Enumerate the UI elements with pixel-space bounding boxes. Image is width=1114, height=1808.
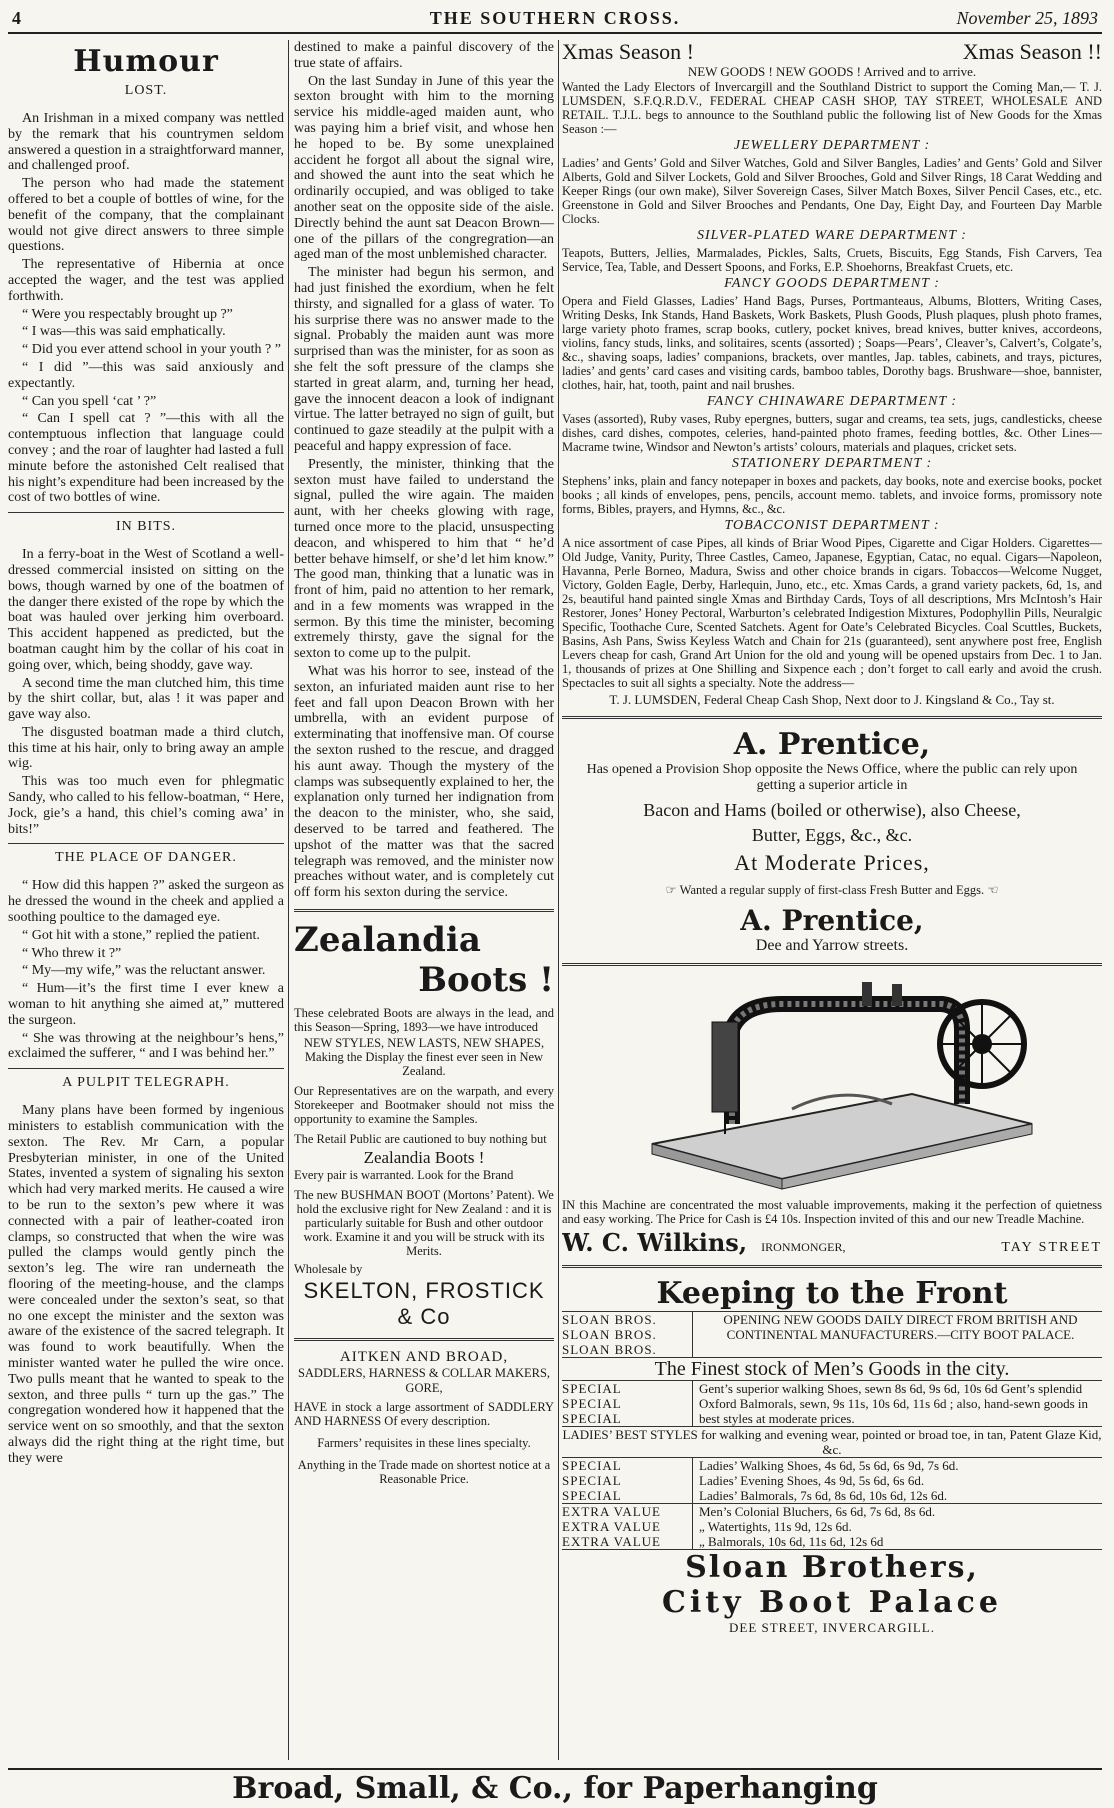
ad-text: The Retail Public are cautioned to buy nothing but bbox=[294, 1132, 547, 1147]
zealandia-title: Zealandia bbox=[294, 920, 481, 961]
prentice-goods-line: Bacon and Hams (boiled or otherwise), also Cheese, bbox=[643, 800, 1021, 820]
row-label: SPECIAL bbox=[562, 1381, 622, 1396]
sloan-opening-row bbox=[562, 1311, 1102, 1357]
sloan-brothers-title: Sloan Brothers, bbox=[562, 1549, 1102, 1585]
prentice-address: Dee and Yarrow streets. bbox=[755, 937, 909, 954]
prentice-name-footer: A. Prentice, bbox=[740, 904, 924, 937]
ad-text: Wholesale by bbox=[294, 1262, 363, 1277]
paragraph: “ Can I spell cat ? ”—this with all the contemptuous inflection that language could convey ; and the roar of laughter had lasted a full minute before the astonished Celt realised that his night’s expenditure had been increased by the cost of two bottles of wine. bbox=[8, 411, 284, 506]
issue-date: November 25, 1893 bbox=[956, 8, 1098, 28]
ad-text: The new BUSHMAN BOOT (Mortons’ Patent). We hold the exclusive right for New Zealand : and it is particularly suitable for Bush and other outdoor work. Examine it and you will be struck with its Merits. bbox=[294, 1188, 554, 1259]
row-label: SLOAN BROS. bbox=[562, 1312, 657, 1327]
dept-heading: TOBACCONIST DEPARTMENT : bbox=[724, 518, 940, 533]
ad-text: NEW STYLES, NEW LASTS, NEW SHAPES, Making the Display the finest ever seen in New Zealand. bbox=[303, 1036, 545, 1079]
ladies-best-styles: LADIES’ BEST STYLES for walking and evening wear, pointed or broad toe, in tan, Patent Glaze Kid, &c. bbox=[562, 1427, 1102, 1457]
divider bbox=[562, 716, 1102, 719]
dept-heading: SILVER-PLATED WARE DEPARTMENT : bbox=[697, 228, 967, 243]
row-label: SPECIAL bbox=[562, 1473, 622, 1488]
paragraph: The minister had begun his sermon, and had just finished the exordium, when he felt thirsty, and signalled for a glass of water. To his surprise there was no answer made to the signal. Probably the maiden aunt was more surprised than was the minister, for as soon as she felt the soft pressure of the clamps she started in great alarm, and, turning her head, gave the innocent deacon a look of indignant virtue. The latter betrayed no sign of guilt, but continued to gaze steadily at the pulpit with a peaceful and happy expression of face. bbox=[294, 265, 554, 454]
row-label: EXTRA VALUE bbox=[562, 1504, 661, 1519]
prentice-wanted bbox=[562, 882, 1102, 898]
dept-heading: FANCY GOODS DEPARTMENT : bbox=[724, 276, 940, 291]
dept-text: Stephens’ inks, plain and fancy notepaper in boxes and packets, day books, note and exercise books, pocket books ; all kinds of envelopes, pens, pencils, account memo. tablets, and invoice forms, promissory note forms, Bibles, prayers, and Hymns, &c., &c. bbox=[562, 474, 1102, 516]
ad-text: HAVE in stock a large assortment of SADDLERY AND HARNESS Of every description. bbox=[294, 1400, 554, 1429]
xmas-header bbox=[562, 40, 1102, 64]
dept-text: Opera and Field Glasses, Ladies’ Hand Bags, Purses, Portmanteaus, Albums, Blotters, Writing Cases, Writing Desks, Ink Stands, Hand Baskets, Work Baskets, Plush Goods, Plush plaques, plush photo frames, large variety photo frames, scrap books, cutlery, pocket knives, bread knives, butter knives, accordeons, violins, fancy studs, links, and solitaires, scents (assorted) ; Soaps—Pears’, Cleaver’s, Calvert’s, Colgate’s, &c., shaving soaps, ladies’ companions, brackets, over mantles, Jap. tables, cabinets, and trays, pictures, ladies’ and gents’ card cases and visiting cards, bamboo tables, Dorothy bags. Brushware—shoe, bannister, clothes, hair, hat, tooth, paint and nail brushes. bbox=[562, 294, 1102, 392]
in-bits-heading: IN BITS. bbox=[115, 519, 177, 535]
row-label: EXTRA VALUE bbox=[562, 1534, 661, 1549]
place-of-danger-story bbox=[8, 878, 284, 1062]
paragraph: “ My—my wife,” was the reluctant answer. bbox=[22, 963, 266, 979]
row-text: Ladies’ Evening Shoes, 4s 9d, 5s 6d, 6s 6d. bbox=[699, 1473, 925, 1488]
new-goods: NEW GOODS ! NEW GOODS ! Arrived and to arrive. bbox=[687, 64, 977, 79]
paragraph: “ How did this happen ?” asked the surgeon as he dressed the wound in the cheek and applied a soothing poultice to the damaged eye. bbox=[8, 878, 284, 926]
machine-description: IN this Machine are concentrated the most valuable improvements, making it the perfection of quietness and easy working. The Price for Cash is £4 10s. Inspection invited of this and our new Treadle Machine. bbox=[562, 1198, 1102, 1226]
divider bbox=[562, 963, 1102, 966]
sloan-left bbox=[562, 1312, 692, 1357]
paragraph: “ I did ”—this was said anxiously and expectantly. bbox=[8, 359, 284, 391]
row-label: SPECIAL bbox=[562, 1411, 622, 1426]
sloan-bros-ad bbox=[562, 1276, 1102, 1636]
prentice-ad bbox=[562, 727, 1102, 955]
row-label: SLOAN BROS. bbox=[562, 1342, 657, 1357]
lost-heading: LOST. bbox=[124, 83, 168, 98]
wilkins-trade: IRONMONGER, bbox=[761, 1240, 846, 1254]
row-text: Ladies’ Balmorals, 7s 6d, 8s 6d, 10s 6d, 12s 6d. bbox=[699, 1488, 948, 1503]
ad-text: Every pair is warranted. Look for the Brand bbox=[294, 1168, 514, 1183]
xmas-season-left: Xmas Season ! bbox=[562, 40, 694, 64]
footer-banner: Broad, Small, & Co., for Paperhanging bbox=[8, 1768, 1102, 1806]
column-rule bbox=[288, 40, 289, 1760]
place-of-danger-heading: THE PLACE OF DANGER. bbox=[55, 850, 237, 866]
xmas-season-right: Xmas Season !! bbox=[962, 40, 1102, 64]
row-label: SPECIAL bbox=[562, 1488, 622, 1503]
divider bbox=[8, 1068, 284, 1069]
paragraph: The representative of Hibernia at once accepted the wager, and the test was applied forthwith. bbox=[8, 257, 284, 304]
firm-trade: SADDLERS, HARNESS & COLLAR MAKERS, GORE, bbox=[297, 1366, 551, 1396]
paragraph: “ Hum—it’s the first time I ever knew a woman to hit anything she aimed at,” muttered the surgeon. bbox=[8, 981, 284, 1028]
row-label: EXTRA VALUE bbox=[562, 1519, 661, 1534]
wilkins-street: TAY STREET bbox=[1001, 1240, 1102, 1255]
pulpit-telegraph-heading: A PULPIT TELEGRAPH. bbox=[62, 1075, 230, 1091]
sloan-address: DEE STREET, INVERCARGILL. bbox=[728, 1620, 936, 1635]
special-gents-text: Gent’s superior walking Shoes, sewn 8s 6d, 9s 6d, 10s 6d Gent’s splendid Oxford Balmorals, sewn, 9s 11s, 10s 6d, 11s 6d ; also, hand-sewn goods in best styles at moderate prices. bbox=[692, 1381, 1102, 1426]
divider bbox=[8, 512, 284, 513]
dept-heading: FANCY CHINAWARE DEPARTMENT : bbox=[706, 394, 958, 409]
wilkins-signature bbox=[562, 1228, 1102, 1257]
paragraph: Presently, the minister, thinking that the sexton must have failed to understand the signal, pulled the wire again. The maiden aunt, with her cheeks glowing with rage, turned once more to the placid, unsuspecting deacon, and whispered to him that “ he’d better behave himself, or she’d let him know.” The good man, thinking that a lunatic was in front of him, paid no attention to her remark, and in a few moments was wrapped in the sermon. By this time the minister, becoming extremely thirsty, gave the signal for the sexton to come up to the pulpit. bbox=[294, 456, 554, 662]
divider bbox=[562, 1265, 1102, 1268]
lumsden-ad bbox=[562, 40, 1102, 708]
prentice-name: A. Prentice, bbox=[733, 727, 931, 762]
row-label: SPECIAL bbox=[562, 1458, 622, 1473]
wilkins-ad bbox=[562, 974, 1102, 1257]
masthead bbox=[8, 8, 1102, 34]
keeping-to-front-title: Keeping to the Front bbox=[656, 1276, 1008, 1311]
divider bbox=[294, 1338, 554, 1341]
dept-heading: JEWELLERY DEPARTMENT : bbox=[733, 138, 931, 153]
wholesaler-name: SKELTON, FROSTICK & Co bbox=[303, 1278, 545, 1330]
column-rule bbox=[558, 40, 559, 1760]
prentice-goods-line: Butter, Eggs, &c., &c. bbox=[751, 825, 913, 845]
paragraph: A second time the man clutched him, this time by the shirt collar, but, alas ! it was paper and gave way also. bbox=[8, 675, 284, 723]
brand-name: Zealandia Boots ! bbox=[363, 1148, 485, 1168]
row-label: SLOAN BROS. bbox=[562, 1327, 657, 1342]
divider bbox=[294, 909, 554, 912]
paragraph: destined to make a painful discovery of the true state of affairs. bbox=[294, 40, 554, 71]
ad-text: These celebrated Boots are always in the lead, and this Season—Spring, 1893—we have introduced bbox=[294, 1006, 554, 1035]
paragraph: Many plans have been formed by ingenious ministers to establish communication with the sexton. The Rev. Mr Carn, a popular Presbyterian minister, in one of the United States, invented a system of signaling his sexton which had very marked merits. He caused a wire to be run to the sexton’s pew where it was connected with a pair of leather-coated iron clamps, so constructed that when the wire was pulled the clamps would gently pinch the sexton’s leg. The wire ran underneath the flooring of the meeting-house, and the clamps were concealed under the sexton’s seat, so that no one except the minister and the sexton was aware of the existence of the sacred telegraph. It was found to work beautifully. When the minister wanted water he pulled the wire once. Two pulls meant that he wanted to speak to the sexton, and three pulls “ turn up the gas.” The congregation wondered how it happened that the service went on so smoothly, and that the sexton always did the right thing at the right time, but they were bbox=[8, 1103, 284, 1466]
dept-heading: STATIONERY DEPARTMENT : bbox=[731, 456, 933, 471]
sewing-machine-illustration bbox=[612, 974, 1052, 1194]
ad-intro: Wanted the Lady Electors of Invercargill and the Southland District to support the Coming Man,— T. J. LUMSDEN, S.F.Q.R.D.V., FEDERAL CHEAP CASH SHOP, TAY STREET, WHOLESALE AND RETAIL. T.J.L. begs to announce to the Southland public the following list of New Goods for the Xmas Season :— bbox=[562, 80, 1102, 136]
paragraph: “ She was throwing at the neighbour’s hens,” exclaimed the sufferer, “ and I was behind her.” bbox=[8, 1030, 284, 1062]
boots-title: Boots ! bbox=[418, 960, 554, 1001]
row-text: Ladies’ Walking Shoes, 4s 6d, 5s 6d, 6s 9d, 7s 6d. bbox=[699, 1458, 959, 1473]
paragraph: On the last Sunday in June of this year the sexton brought with him to the morning service his middle-aged maiden aunt, who was paying him a brief visit, and whose hen he hoped to be. By some unexplained accident he forgot all about the signal wire, and showed the aunt into the seat which he ordinarily occupied, and was obliged to take another seat on the opposite side of the aisle. Directly behind the aunt sat Deacon Brown—one of the pillars of the congregration—an aged man of the most unblemished character. bbox=[294, 73, 554, 263]
extra-value-row bbox=[562, 1503, 1102, 1549]
story-continued-column bbox=[294, 40, 554, 1760]
paragraph: The disgusted boatman made a third clutch, this time at his hair, only to bring away an ample wig. bbox=[8, 724, 284, 772]
opening-text: OPENING NEW GOODS DAILY DIRECT FROM BRITISH AND CONTINENTAL MANUFACTURERS.—CITY BOOT PALACE. bbox=[692, 1312, 1102, 1357]
paragraph: This was too much even for phlegmatic Sandy, who called to his fellow-boatman, “ Here, Jock, gie’s a hand, this chiel’s coming awa’ in bits!” bbox=[8, 774, 284, 837]
dept-text: Teapots, Butters, Jellies, Marmalades, Pickles, Salts, Cruets, Biscuits, Egg Stands, Fish Carvers, Tea Service, Tea, Table, and Dessert Spoons, and Forks, E.P. Shoehorns, Breakfast Cruets, etc. bbox=[562, 246, 1102, 274]
city-boot-palace-title: City Boot Palace bbox=[661, 1585, 1003, 1620]
pointing-hand-icon: ☞ bbox=[665, 883, 680, 897]
wanted-text: Wanted a regular supply of first-class Fresh Butter and Eggs. bbox=[679, 883, 985, 897]
divider bbox=[8, 843, 284, 844]
humour-column bbox=[8, 40, 284, 1760]
lost-story bbox=[8, 111, 284, 506]
humour-heading: Humour bbox=[73, 44, 219, 79]
ad-text: Farmers’ requisites in these lines specialty. bbox=[317, 1436, 531, 1451]
paragraph: “ I was—this was said emphatically. bbox=[22, 324, 226, 340]
paragraph: “ Got hit with a stone,” replied the patient. bbox=[22, 927, 260, 943]
paragraph: “ Who threw it ?” bbox=[22, 945, 122, 961]
paragraph: The person who had made the statement offered to bet a couple of bottles of wine, for the benefit of the company, that the complainant would not give direct answers to three simple questions. bbox=[8, 176, 284, 255]
finest-stock: The Finest stock of Men’s Goods in the city. bbox=[562, 1357, 1102, 1380]
wilkins-name: W. C. Wilkins, bbox=[562, 1228, 748, 1257]
page-number: 4 bbox=[12, 8, 21, 28]
row-label: SPECIAL bbox=[562, 1396, 622, 1411]
paragraph: “ Did you ever attend school in your youth ? ” bbox=[22, 342, 281, 358]
firm-name: AITKEN AND BROAD, bbox=[339, 1349, 509, 1366]
newspaper-title: THE SOUTHERN CROSS. bbox=[429, 8, 681, 28]
row-text: „ Balmorals, 10s 6d, 11s 6d, 12s 6d bbox=[699, 1534, 884, 1549]
aitken-broad-ad bbox=[294, 1349, 554, 1486]
row-text: „ Watertights, 11s 9d, 12s 6d. bbox=[699, 1519, 852, 1534]
advertisements-column bbox=[562, 40, 1102, 1760]
paragraph: An Irishman in a mixed company was nettled by the remark that his countrymen seldom answered a question in a straightforward manner, and challenged proof. bbox=[8, 111, 284, 174]
row-text: Men’s Colonial Bluchers, 6s 6d, 7s 6d, 8s 6d. bbox=[699, 1504, 936, 1519]
in-bits-story bbox=[8, 547, 284, 837]
dept-text: Ladies’ and Gents’ Gold and Silver Watches, Gold and Silver Bangles, Ladies’ and Gents’ Gold and Silver Alberts, Gold and Silver Lockets, Gold and Silver Brooches, Gold and Silver Rings, 18 Carat Wedding and Keeper Rings (our own make), Silver Sovereign Cases, Silver Match Boxes, Silver Pencil Cases, etc., etc. Greenstone in Gold and Silver Brooches and Pendants, One Day, Eight Day, and Fourteen Day Marble Clocks. bbox=[562, 156, 1102, 226]
pointing-hand-icon: ☜ bbox=[984, 883, 999, 897]
zealandia-boots-ad bbox=[294, 920, 554, 1330]
paragraph: What was his horror to see, instead of the sexton, an infuriated maiden aunt rise to her feet and fall upon Deacon Brown with her umbrella, with an evident purpose of exterminating that inoffensive man. Of course the sexton rushed to the rescue, and dragged his aunt away. Though the mystery of the clamps was subsequently explained to her, the explanation only turned her indignation from the deacon to the minister, who, she said, deserved to be tarred and feathered. The upshot of the matter was that the sacred telegraph was removed, and the minister now preaches without water, and is completely cut off form his sexton during the service. bbox=[294, 664, 554, 901]
special-gents-row bbox=[562, 1380, 1102, 1426]
ad-text: Our Representatives are on the warpath, and every Storekeeper and Bootmaker should not miss the opportunity to examine the Samples. bbox=[294, 1084, 554, 1127]
prentice-intro: Has opened a Provision Shop opposite the News Office, where the public can rely upon getting a superior article in bbox=[586, 762, 1078, 793]
paragraph: “ Can you spell ‘cat ’ ?” bbox=[22, 393, 157, 409]
dept-text: Vases (assorted), Ruby vases, Ruby epergnes, butters, sugar and creams, tea sets, jugs, candlesticks, cheese dishes, card dishes, compotes, celeries, hand-painted photo frames, feeding bottles, &c. Other Lines—Macrame twine, Windsor and Newton’s artists’ colours, materials and plaques, cricket sets. bbox=[562, 412, 1102, 454]
lumsden-address: T. J. LUMSDEN, Federal Cheap Cash Shop, Next door to J. Kingsland & Co., Tay st. bbox=[609, 692, 1055, 707]
special-ladies-row bbox=[562, 1457, 1102, 1503]
moderate-prices: At Moderate Prices, bbox=[734, 850, 930, 875]
dept-text: A nice assortment of case Pipes, all kinds of Briar Wood Pipes, Cigarette and Cigar Holders. Cigarettes—Old Judge, Vanity, Purity, Three Castles, Cameo, Japanese, Egyptian, Catac, no equal. Cigars—Napoleon, Havanna, Perle Borneo, Madura, Swiss and other choice brands in cigars. Tobaccos—Welcome Nugget, Victory, Golden Eagle, Derby, Harlequin, Juno, etc., etc. Xmas Cards, a grand variety packets, 6d, 1s, and 2s, beautiful hand painted single Xmas and Birthday Cards, Toys of all descriptions, Mrs McIntosh’s Hair Restorer, Jones’ Honey Pectoral, Warburton’s celebrated Indigestion Mixtures, Podophyllin Pills, Neuralgic Specific, Toothache Cure, Scented Satchets. Agent for Oate’s Celebrated Bicycles. Coal Scuttles, Buckets, Basins, Ash Pans, Swiss Keyless Watch and Chain for 21s (guaranteed), sent anywhere post free, English Levers cheap for cash, Grand Art Union for the old and young will be opened upstairs from Dec. 1 to Jan. 1, thousands of prizes at One Shilling and Sixpence each ; don’t forget to call early and avoid the crush. Spectacles to suit all sights a specialty. Note the address— bbox=[562, 536, 1102, 690]
ad-text: Anything in the Trade made on shortest notice at a Reasonable Price. bbox=[297, 1458, 551, 1487]
paragraph: “ Were you respectably brought up ?” bbox=[22, 306, 233, 322]
paragraph: In a ferry-boat in the West of Scotland a well-dressed commercial insisted on sitting on the bows, though warned by one of the boatmen of the danger there existed of the rope by which the boat was hauled over jerking him overboard. This accident happened as predicted, but the boatman caught him by the collar of his coat in going over, which, being shoddy, gave way. bbox=[8, 547, 284, 673]
